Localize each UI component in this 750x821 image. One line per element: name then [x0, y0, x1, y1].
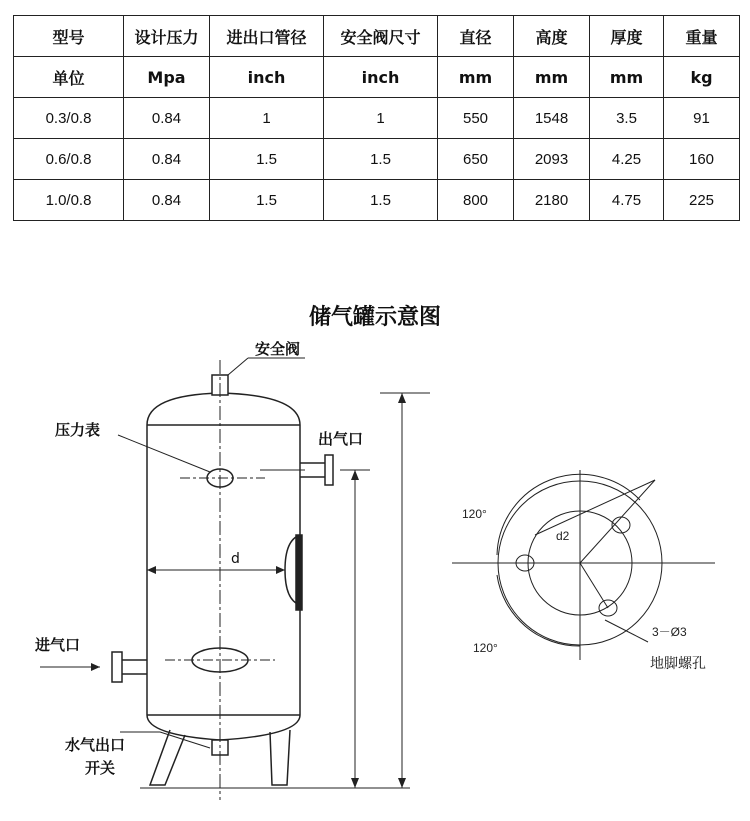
table-cell: kg: [664, 57, 740, 98]
outlet-flange: [325, 455, 333, 485]
table-cell: inch: [324, 57, 438, 98]
table-cell: 4.25: [590, 139, 664, 180]
table-cell: 1: [210, 98, 324, 139]
label-pressure-gauge: 压力表: [55, 421, 101, 439]
table-cell: 型号: [14, 16, 124, 57]
table-cell: mm: [514, 57, 590, 98]
label-d2: d2: [556, 529, 570, 543]
table-cell: 550: [438, 98, 514, 139]
table-cell: 重量: [664, 16, 740, 57]
table-cell: 进出口管径: [210, 16, 324, 57]
label-safety-valve: 安全阀: [255, 340, 301, 358]
table-cell: inch: [210, 57, 324, 98]
label-drain-line1: 水气出口: [65, 736, 126, 754]
tank-diagram: [0, 330, 750, 821]
table-cell: 2180: [514, 180, 590, 221]
table-cell: 单位: [14, 57, 124, 98]
table-cell: 0.84: [124, 180, 210, 221]
table-row: [14, 98, 740, 139]
table-cell: 0.3/0.8: [14, 98, 124, 139]
label-bolt-spec: 3－Ø3: [652, 625, 687, 639]
table-cell: Mpa: [124, 57, 210, 98]
label-diameter: d: [231, 551, 240, 567]
table-cell: 0.84: [124, 98, 210, 139]
table-cell: mm: [590, 57, 664, 98]
table-cell: 1.5: [210, 139, 324, 180]
table-cell: 1548: [514, 98, 590, 139]
table-cell: 2093: [514, 139, 590, 180]
table-cell: 1: [324, 98, 438, 139]
table-cell: 直径: [438, 16, 514, 57]
table-cell: 设计压力: [124, 16, 210, 57]
diagram-title: 储气罐示意图: [308, 305, 441, 330]
label-outlet: 出气口: [318, 430, 364, 448]
table-row: [14, 139, 740, 180]
label-anchor-holes: 地脚螺孔: [650, 656, 706, 672]
table-cell: 225: [664, 180, 740, 221]
table-cell: 厚度: [590, 16, 664, 57]
table-cell: 安全阀尺寸: [324, 16, 438, 57]
table-cell: 1.5: [324, 180, 438, 221]
label-inlet: 进气口: [35, 636, 81, 654]
table-row: [14, 180, 740, 221]
table-cell: mm: [438, 57, 514, 98]
table-cell: 4.75: [590, 180, 664, 221]
table-header-row: [14, 16, 740, 57]
table-cell: 1.0/0.8: [14, 180, 124, 221]
inlet-flange: [112, 652, 122, 682]
table-cell: 650: [438, 139, 514, 180]
table-cell: 1.5: [324, 139, 438, 180]
table-cell: 0.6/0.8: [14, 139, 124, 180]
table-cell: 1.5: [210, 180, 324, 221]
spec-table: [13, 15, 740, 221]
table-cell: 800: [438, 180, 514, 221]
label-angle-bottom: 120°: [473, 641, 498, 655]
table-units-row: [14, 57, 740, 98]
table-cell: 高度: [514, 16, 590, 57]
table-cell: 91: [664, 98, 740, 139]
table-cell: 160: [664, 139, 740, 180]
tank-leg-right: [270, 730, 290, 785]
label-drain-line2: 开关: [85, 759, 116, 777]
table-cell: 0.84: [124, 139, 210, 180]
table-cell: 3.5: [590, 98, 664, 139]
label-angle-top: 120°: [462, 507, 487, 521]
